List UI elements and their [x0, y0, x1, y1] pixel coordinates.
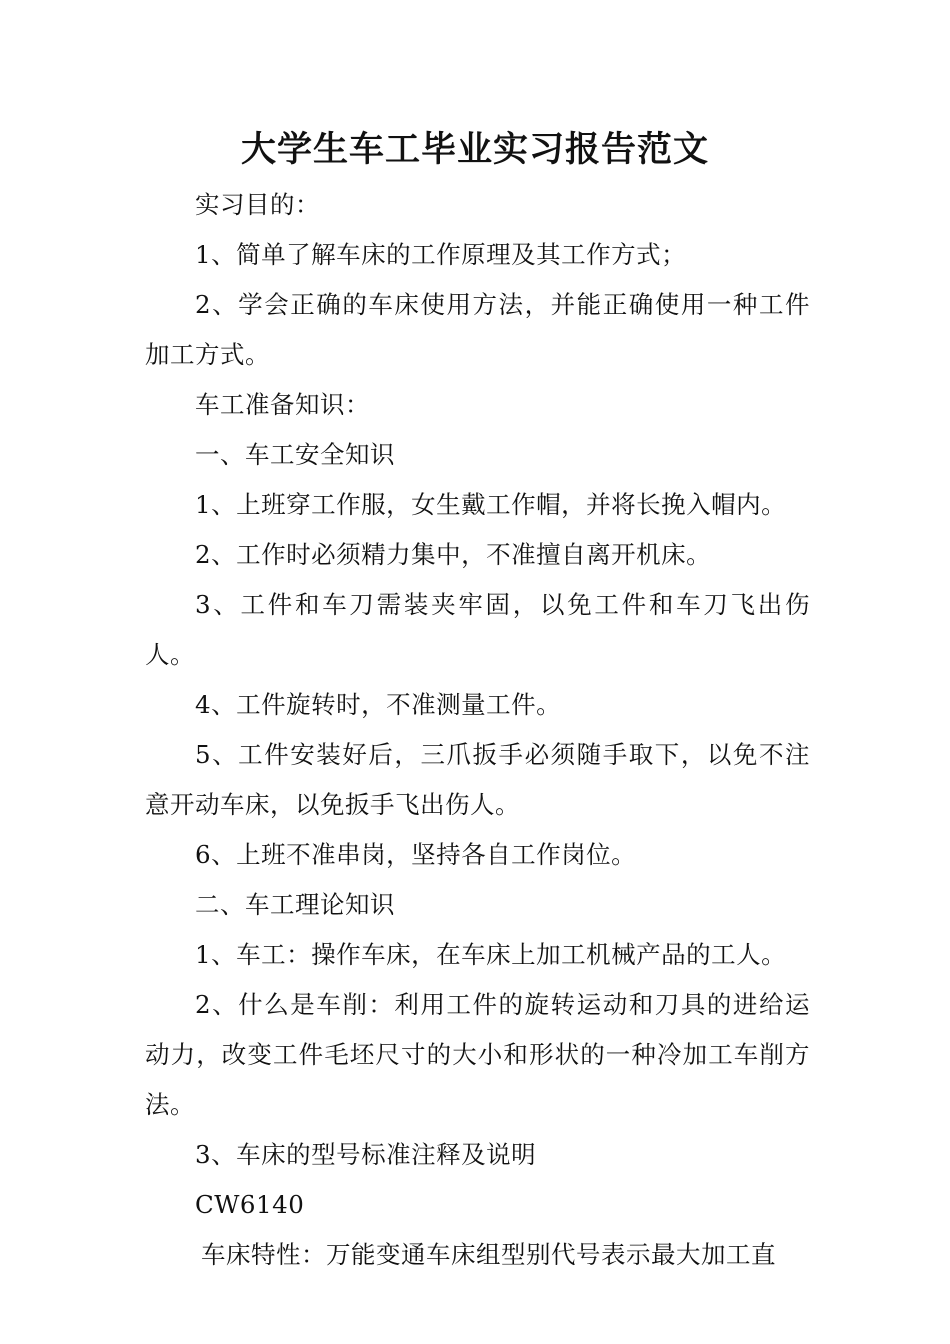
paragraph-safety-1: 1、上班穿工作服，女生戴工作帽，并将长挽入帽内。: [195, 490, 787, 519]
paragraph-theory-2: 2、什么是车削：利用工件的旋转运动和刀具的进给运动力，改变工件毛坯尺寸的大小和形状的一种冷加工车削方法。: [145, 990, 810, 1119]
paragraph-purpose-1: 1、简单了解车床的工作原理及其工作方式；: [195, 240, 687, 269]
document-body: [145, 180, 810, 1280]
paragraph-purpose-2: 2、学会正确的车床使用方法，并能正确使用一种工件加工方式。: [145, 290, 810, 369]
paragraph-lathe-features: 车床特性：万能变通车床组型别代号表示最大加工直: [201, 1240, 776, 1269]
document-title: 大学生车工毕业实习报告范文: [240, 130, 709, 170]
paragraph-theory-3: 3、车床的型号标准注释及说明: [195, 1140, 537, 1169]
paragraph-theory-1: 1、车工：操作车床，在车床上加工机械产品的工人。: [195, 940, 787, 969]
paragraph-model-code: CW6140: [195, 1190, 305, 1219]
paragraph-safety-4: 4、工件旋转时，不准测量工件。: [195, 690, 562, 719]
paragraph-safety-3: 3、工件和车刀需装夹牢固，以免工件和车刀飞出伤人。: [145, 590, 810, 669]
paragraph-prep-heading: 车工准备知识：: [195, 390, 370, 419]
paragraph-safety-5: 5、工件安装好后，三爪扳手必须随手取下，以免不注意开动车床，以免扳手飞出伤人。: [145, 740, 810, 819]
paragraph-theory-heading: 二、车工理论知识: [195, 890, 395, 919]
paragraph-purpose-heading: 实习目的：: [195, 190, 320, 219]
paragraph-safety-2: 2、工作时必须精力集中，不准擅自离开机床。: [195, 540, 712, 569]
paragraph-safety-6: 6、上班不准串岗，坚持各自工作岗位。: [195, 840, 637, 869]
paragraph-safety-heading: 一、车工安全知识: [195, 440, 395, 469]
